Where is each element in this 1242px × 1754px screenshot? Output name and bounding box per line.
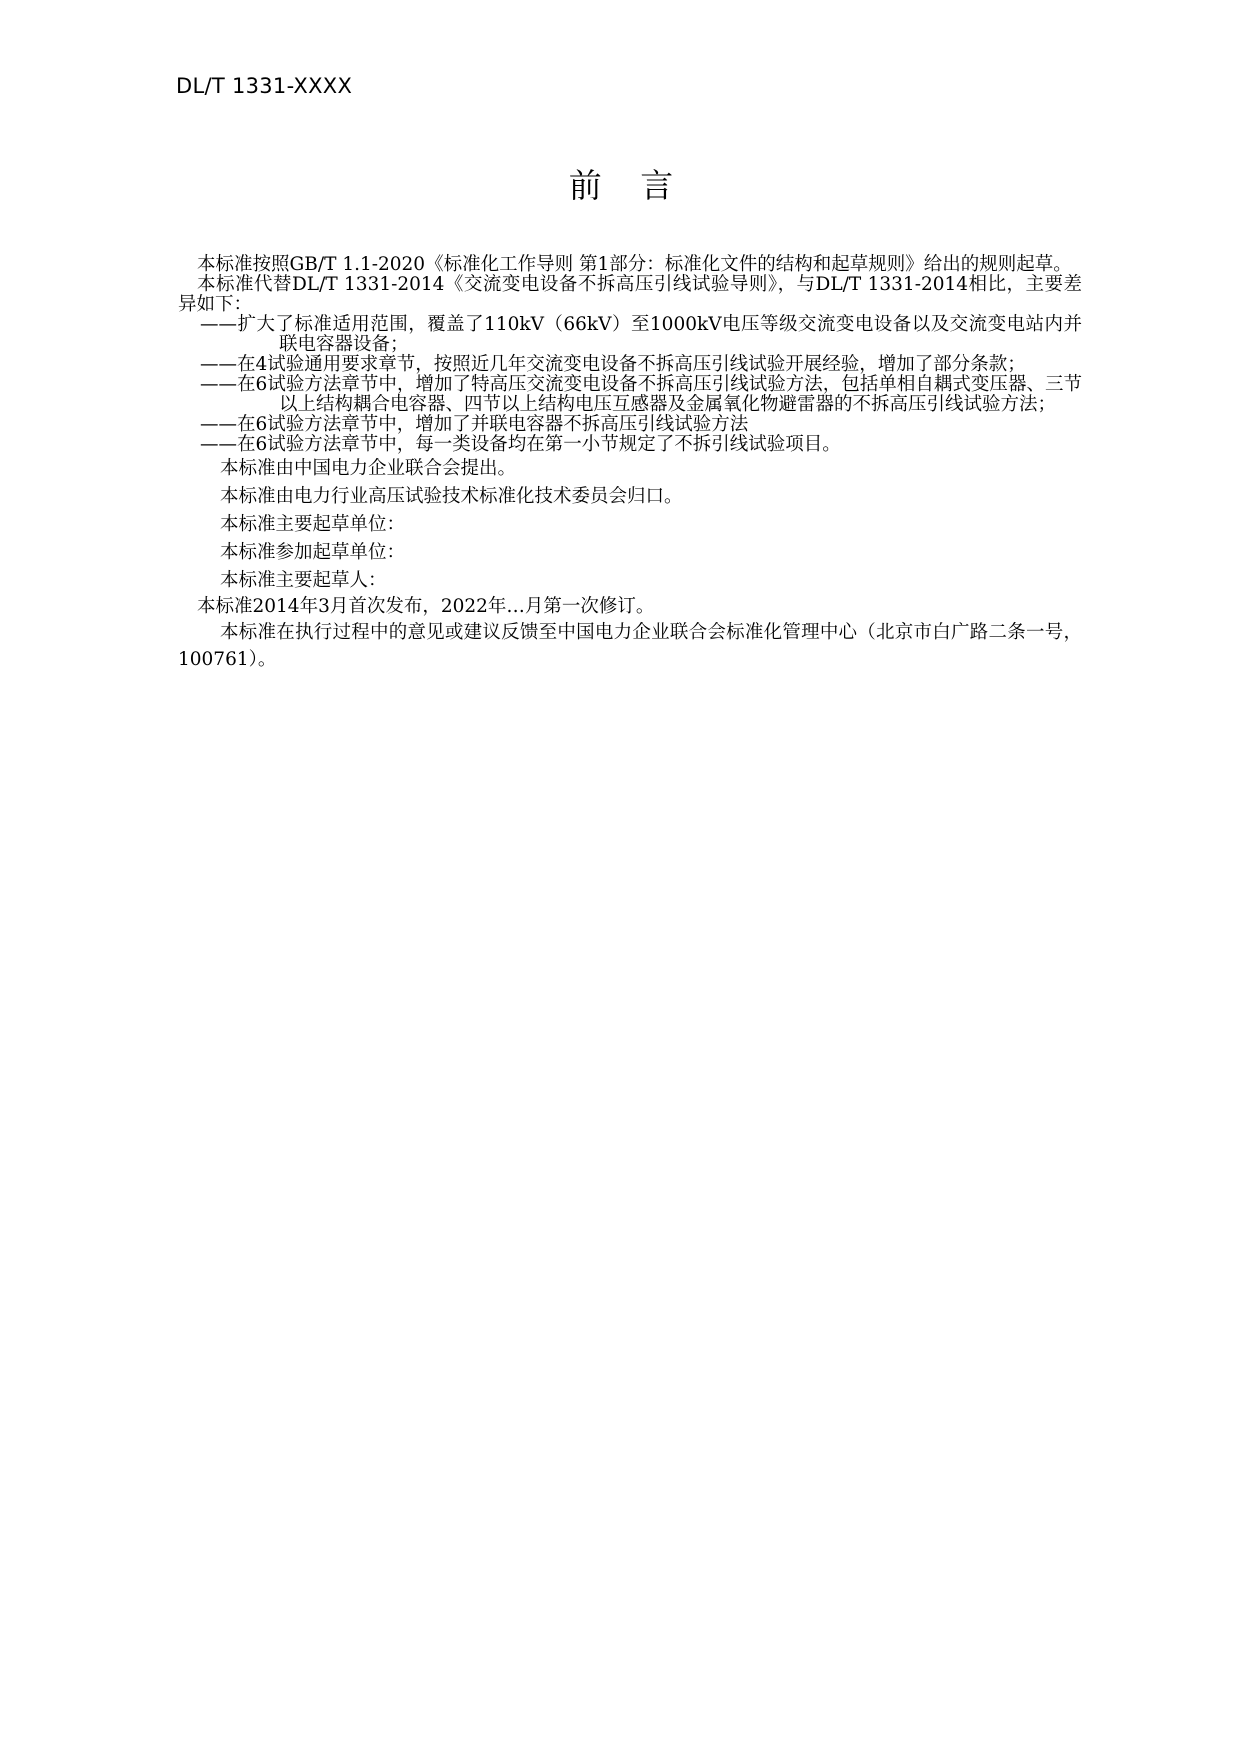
replacement-paragraph: 本标准代替DL/T 1331-2014《交流变电设备不拆高压引线试验导则》，与DL/T 1331-2014相比，主要差异如下：	[178, 274, 1082, 315]
change-list-item: ——在6试验方法章节中，增加了并联电容器不拆高压引线试验方法	[200, 414, 749, 435]
change-list-item: ——在4试验通用要求章节，按照近几年交流变电设备不拆高压引线试验开展经验，增加了部分条款；	[200, 354, 1026, 375]
document-code-header: DL/T 1331-XXXX	[176, 74, 353, 98]
change-list-item: ——扩大了标准适用范围，覆盖了110kV（66kV）至1000kV电压等级交流变电设备以及交流变电站内并联电容器设备；	[200, 314, 1082, 355]
change-list-item: ——在6试验方法章节中，增加了特高压交流变电设备不拆高压引线试验方法，包括单相自耦式变压器、三节以上结构耦合电容器、四节以上结构电压互感器及金属氧化物避雷器的不拆高压引线试验方法；	[200, 374, 1082, 415]
main-drafters-paragraph: 本标准主要起草人：	[220, 570, 387, 591]
history-paragraph: 本标准2014年3月首次发布，2022年…月第一次修订。	[197, 596, 655, 617]
feedback-paragraph: 本标准在执行过程中的意见或建议反馈至中国电力企业联合会标准化管理中心（北京市白广路二条一号，100761）。	[178, 622, 1082, 670]
main-drafting-units-paragraph: 本标准主要起草单位：	[220, 514, 406, 535]
participating-units-paragraph: 本标准参加起草单位：	[220, 542, 406, 563]
proposer-paragraph: 本标准由中国电力企业联合会提出。	[220, 458, 517, 479]
centralized-paragraph: 本标准由电力行业高压试验技术标准化技术委员会归口。	[220, 486, 683, 507]
drafting-rules-paragraph: 本标准按照GB/T 1.1-2020《标准化工作导则 第1部分：标准化文件的结构和起草规则》给出的规则起草。	[197, 254, 1072, 275]
foreword-body	[178, 255, 1082, 673]
page-title: 前 言	[568, 166, 688, 205]
change-list-item: ——在6试验方法章节中，每一类设备均在第一小节规定了不拆引线试验项目。	[200, 434, 841, 455]
